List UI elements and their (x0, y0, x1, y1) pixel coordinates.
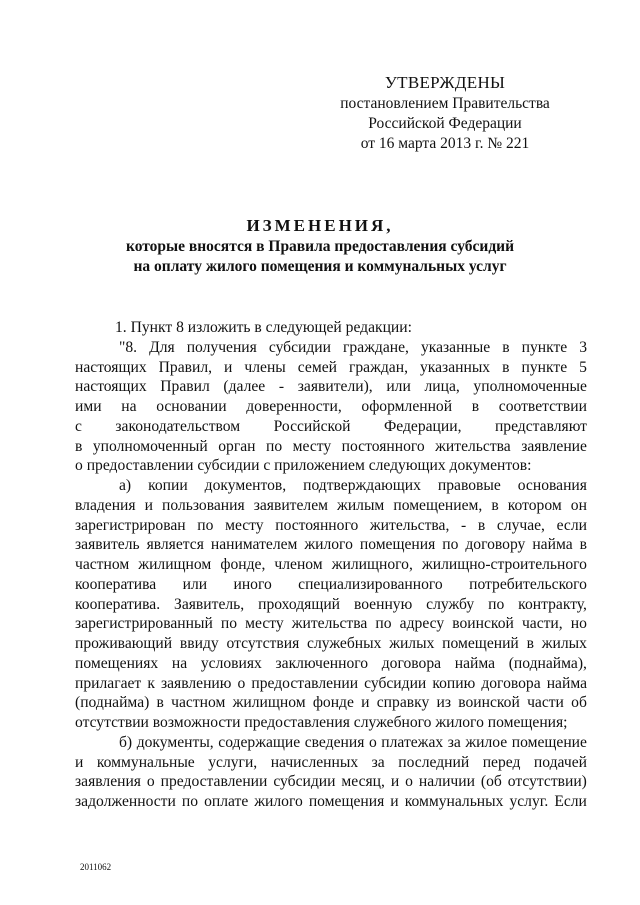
body-text (75, 318, 587, 812)
body-line: и коммунальные услуги, начисленных за последний перед подачей (75, 753, 587, 771)
body-line: настоящих Правил, и члены семей граждан, указанных в пункте 5 (75, 358, 587, 376)
body-line: заявитель является нанимателем жилого помещения по договору найма в (75, 536, 587, 554)
body-line: кооператива или иного специализированного потребительского (75, 575, 587, 593)
approval-block (330, 72, 560, 154)
body-line: зарегистрирован по месту постоянного жительства, - в случае, если (75, 516, 587, 534)
body-line: задолженности по оплате жилого помещения и коммунальных услуг. Если (75, 793, 587, 810)
body-line: владения и пользования заявителем жилым помещением, в котором он (75, 496, 587, 514)
body-line: в уполномоченный орган по месту постоянного жительства заявление (75, 437, 587, 455)
body-line: (поднайма) в частном жилищном фонде и справку из воинской части об (75, 694, 587, 712)
body-line: отсутствии возможности предоставления служебного жилого помещения; (75, 714, 568, 731)
body-line: прилагает к заявлению о предоставлении субсидии копию договора найма (75, 674, 587, 692)
body-line: о предоставлении субсидии с приложением следующих документов: (75, 457, 532, 475)
body-line: б) документы, содержащие сведения о платежах за жилое помещение (119, 733, 587, 751)
approval-line-3: от 16 марта 2013 г. № 221 (360, 135, 530, 152)
body-line: с законодательством Российской Федерации, представляют (75, 417, 587, 435)
body-line: "8. Для получения субсидии граждане, указанные в пункте 3 (119, 338, 587, 356)
title-sub-1: которые вносятся в Правила предоставления субсидий (125, 238, 515, 255)
body-line: проживающий ввиду отсутствия служебных жилых помещений в жилых (75, 635, 587, 652)
body-line: кооператива. Заявитель, проходящий военную службу по контракту, (75, 595, 587, 613)
body-line: а) копии документов, подтверждающих правовые основания (119, 477, 587, 494)
body-line: 1. Пункт 8 изложить в следующей редакции: (115, 319, 412, 336)
footer-document-code: 2011062 (80, 862, 112, 872)
body-line: зарегистрированный по месту жительства по адресу воинской части, но (75, 615, 587, 633)
approval-heading: УТВЕРЖДЕНЫ (384, 73, 506, 92)
body-line: настоящих Правил (далее - заявители), или лица, уполномоченные (75, 378, 587, 396)
body-line: ими на основании доверенности, оформленной в соответствии (75, 398, 587, 415)
body-line: частном жилищном фонде, членом жилищного, жилищно-строительного (75, 556, 587, 573)
title-main: ИЗМЕНЕНИЯ, (246, 216, 394, 235)
body-line: помещениях на условиях заключенного договора найма (поднайма), (75, 654, 587, 672)
approval-line-1: постановлением Правительства (340, 95, 550, 112)
document-title (60, 215, 580, 276)
title-sub-2: на оплату жилого помещения и коммунальных услуг (133, 257, 507, 275)
approval-line-2: Российской Федерации (368, 115, 522, 132)
body-line: заявления о предоставлении субсидии месяц, и о наличии (об отсутствии) (75, 773, 587, 791)
